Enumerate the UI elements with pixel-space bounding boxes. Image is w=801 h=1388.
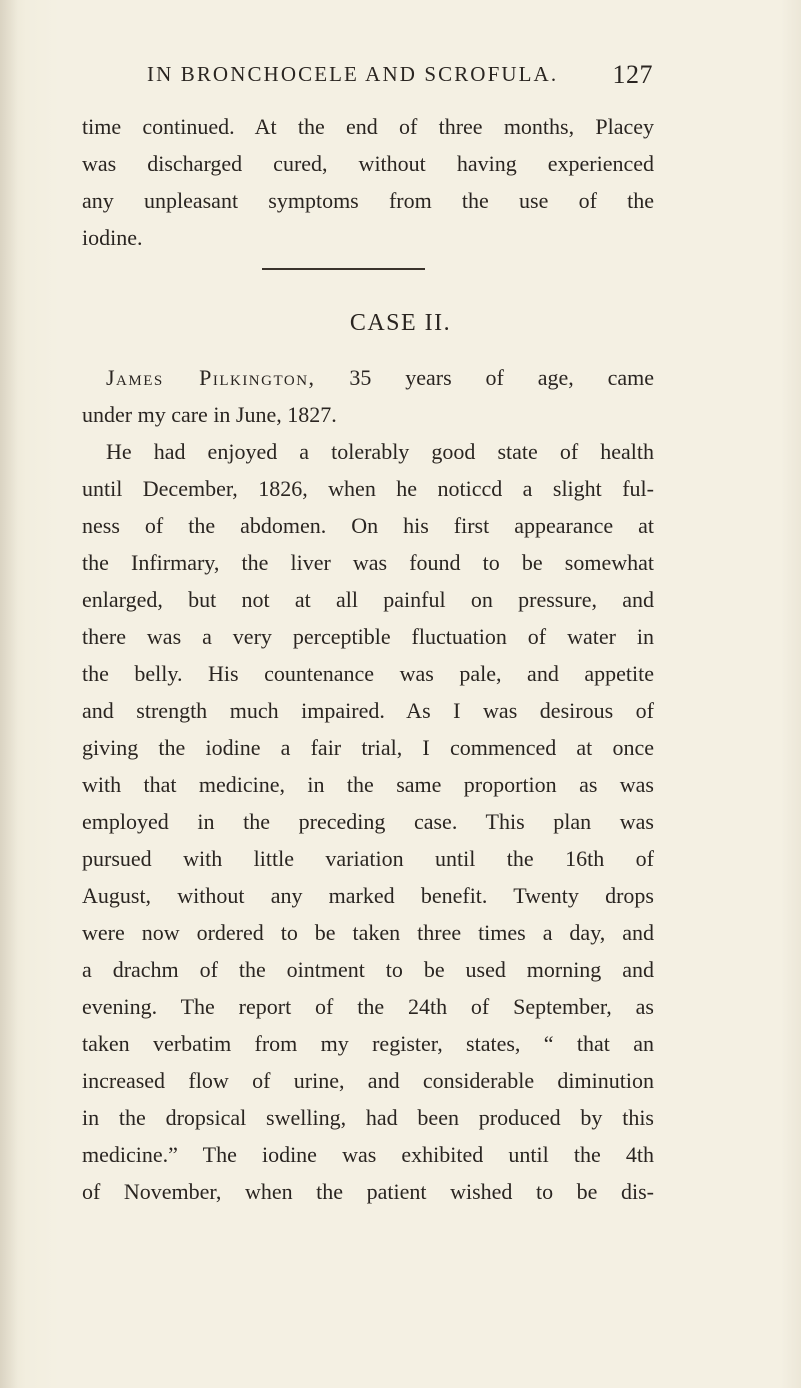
text-line: He had enjoyed a tolerably good state of health	[106, 439, 654, 464]
text-line: a drachm of the ointment to be used morning and	[82, 957, 654, 982]
text-line: taken verbatim from my register, states, “ that an	[82, 1031, 654, 1056]
section-divider-rule	[262, 268, 425, 270]
text-line: with that medicine, in the same proportion as was	[82, 772, 654, 797]
text-line: August, without any marked benefit. Twenty drops	[82, 883, 654, 908]
text-line: ness of the abdomen. On his first appearance at	[82, 513, 654, 538]
text-line: time continued. At the end of three months, Placey	[82, 114, 654, 139]
paragraph-continuation	[82, 108, 654, 256]
gutter-shadow	[0, 0, 18, 1388]
running-head	[147, 62, 653, 96]
text-line: employed in the preceding case. This plan was	[82, 809, 654, 834]
text-line: and strength much impaired. As I was desirous of	[82, 698, 654, 723]
text-line: enlarged, but not at all painful on pressure, and	[82, 587, 654, 612]
running-title: IN BRONCHOCELE AND SCROFULA.	[147, 62, 559, 86]
text-line: giving the iodine a fair trial, I commenced at once	[82, 735, 654, 760]
text-line	[82, 359, 654, 396]
text-line: in the dropsical swelling, had been produced by this	[82, 1105, 654, 1130]
text-line: were now ordered to be taken three times a day, and	[82, 920, 654, 945]
text-line: medicine.” The iodine was exhibited until the 4th	[82, 1142, 654, 1167]
text-line: was discharged cured, without having experienced	[82, 151, 654, 176]
text-line: increased flow of urine, and considerable diminution	[82, 1068, 654, 1093]
text-line: until December, 1826, when he noticcd a slight ful-	[82, 476, 654, 501]
text-line: pursued with little variation until the 16th of	[82, 846, 654, 871]
text-fragment: 35 years of age, came	[315, 365, 654, 390]
text-line: evening. The report of the 24th of September, as	[82, 994, 654, 1019]
text-line: any unpleasant symptoms from the use of the	[82, 188, 654, 213]
page-number: 127	[612, 60, 653, 89]
text-line: there was a very perceptible fluctuation of water in	[82, 624, 654, 649]
text-line: iodine.	[82, 225, 143, 250]
case-introduction	[82, 359, 654, 1210]
text-line: under my care in June, 1827.	[82, 402, 337, 427]
text-line: of November, when the patient wished to be dis-	[82, 1179, 654, 1204]
patient-name: James Pilkington,	[106, 365, 316, 390]
text-line: the Infirmary, the liver was found to be somewhat	[82, 550, 654, 575]
text-line: the belly. His countenance was pale, and appetite	[82, 661, 654, 686]
case-heading: CASE II.	[349, 310, 452, 336]
